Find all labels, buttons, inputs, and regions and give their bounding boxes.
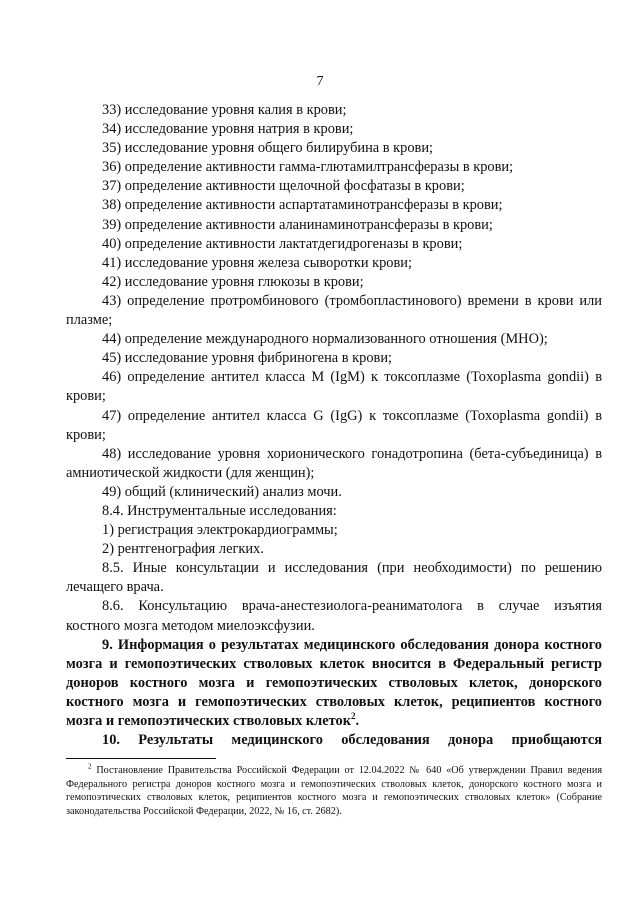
list-item: 34) исследование уровня натрия в крови;	[102, 121, 354, 138]
list-item: 44) определение международного нормализованного отношения (МНО);	[102, 331, 548, 348]
paragraph: 8.5. Иные консультации и исследования (при необходимости) по решению лечащего врача.	[66, 560, 602, 596]
paragraph-9	[66, 636, 602, 731]
list-item: 38) определение активности аспартатаминотрансферазы в крови;	[102, 197, 503, 214]
footnote-separator	[66, 758, 216, 759]
list-item: 45) исследование уровня фибриногена в крови;	[102, 350, 393, 367]
list-item: 36) определение активности гамма-глютамилтрансферазы в крови;	[102, 159, 514, 176]
page-number: 7	[316, 74, 324, 89]
list-item: 37) определение активности щелочной фосфатазы в крови;	[102, 178, 465, 195]
section-heading: 8.4. Инструментальные исследования:	[102, 502, 337, 519]
list-item: 40) определение активности лактатдегидрогеназы в крови;	[102, 235, 463, 252]
body-text	[66, 101, 602, 750]
list-item: 42) исследование уровня глюкозы в крови;	[102, 273, 364, 290]
footnote-text: Постановление Правительства Российской Федерации от 12.04.2022 № 640 «Об утверждении Правил ведения Федерального регистра доноров костного мозга и гемопоэтических стволовых клеток, донорского костного мозга и гемопоэтических стволовых клеток, реципиентов костного мозга и гемопоэтических стволовых клеток» (Собрание законодательства Российской Федерации, 2022, № 16, ст. 2682).	[66, 765, 602, 817]
list-item: 39) определение активности аланинаминотрансферазы в крови;	[102, 216, 493, 233]
list-item: 35) исследование уровня общего билирубина в крови;	[102, 140, 434, 157]
paragraph-9-text: 9. Информация о результатах медицинского обследования донора костного мозга и гемопоэтических стволовых клеток вносится в Федеральный регистр доноров костного мозга и гемопоэтических стволовых клеток, донорского костного мозга и гемопоэтических стволовых клеток, реципиентов костного мозга и гемопоэтических стволовых клеток	[66, 636, 602, 729]
list-item: 43) определение протромбинового (тромбопластинового) времени в крови или плазме;	[66, 292, 602, 329]
list-item: 33) исследование уровня калия в крови;	[102, 102, 347, 118]
list-item: 47) определение антител класса G (IgG) к токсоплазме (Toxoplasma gondii) в крови;	[66, 407, 602, 443]
list-item: 1) регистрация электрокардиограммы;	[102, 522, 338, 539]
list-item: 2) рентгенография легких.	[102, 541, 264, 558]
footnote	[66, 764, 602, 818]
list-item: 48) исследование уровня хорионического гонадотропина (бета-субъединица) в амниотической жидкости (для женщин);	[66, 445, 602, 481]
paragraph-9-end: .	[355, 713, 360, 729]
list-item: 49) общий (клинический) анализ мочи.	[102, 483, 342, 500]
list-item: 41) исследование уровня железа сыворотки крови;	[102, 254, 412, 271]
paragraph-10: 10. Результаты медицинского обследования донора приобщаются	[102, 732, 602, 749]
footnote-reference[interactable]: 2	[351, 711, 356, 722]
list-item: 46) определение антител класса M (IgM) к токсоплазме (Toxoplasma gondii) в крови;	[66, 369, 602, 405]
footnote-marker: 2	[88, 762, 92, 771]
paragraph: 8.6. Консультацию врача-анестезиолога-реаниматолога в случае изъятия костного мозга методом миелоэксфузии.	[66, 598, 602, 634]
